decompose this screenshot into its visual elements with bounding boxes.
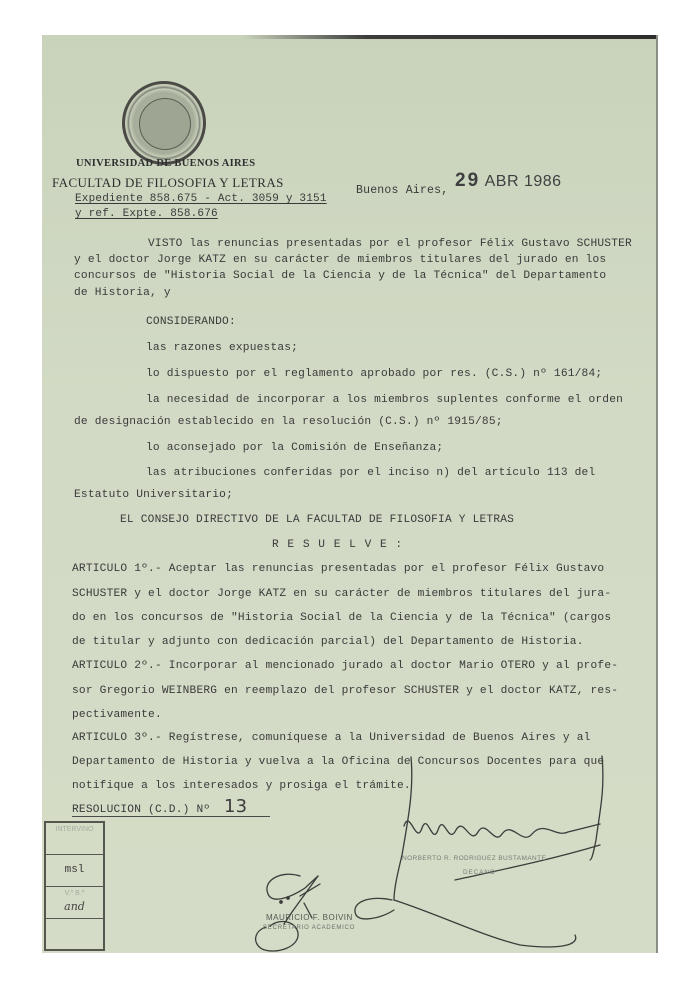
file-reference-line2: y ref. Expte. 858.676 xyxy=(75,208,218,220)
preamble-line: de Historia, y xyxy=(74,287,171,299)
article-3-line: Departamento de Historia y vuelva a la Oficina de Concursos Docentes para que xyxy=(72,756,605,768)
resolution-number-handwritten: 13 xyxy=(224,796,248,817)
preamble-line: y el doctor Jorge KATZ en su carácter de miembros titulares del jurado en los xyxy=(74,254,607,266)
control-label: V.º B.º xyxy=(64,890,85,897)
considerando-heading: CONSIDERANDO: xyxy=(146,316,236,328)
control-initials-handwritten: and xyxy=(64,900,85,913)
date-day: 29 xyxy=(455,170,481,191)
considerando-line: Estatuto Universitario; xyxy=(74,489,234,501)
considerando-line: las razones expuestas; xyxy=(146,342,299,354)
article-1-line: do en los concursos de "Historia Social de la Ciencia y de la Técnica" (cargos xyxy=(72,612,612,624)
date-month-year: ABR 1986 xyxy=(484,173,562,190)
considerando-line: lo dispuesto por el reglamento aprobado por res. (C.S.) nº 161/84; xyxy=(146,368,603,380)
resuelve-heading: R E S U E L V E : xyxy=(272,539,404,551)
faculty-name: FACULTAD DE FILOSOFIA Y LETRAS xyxy=(52,175,284,190)
dean-title-stamp: DECANO xyxy=(463,869,496,876)
secretary-name-stamp: MAURICIO F. BOIVIN xyxy=(266,913,353,922)
article-1-line: ARTICULO 1º.- Aceptar las renuncias presentadas por el profesor Félix Gustavo xyxy=(72,563,605,575)
preamble-line: concursos de "Historia Social de la Ciencia y de la Técnica" del Departamento xyxy=(74,270,607,282)
article-3-line: ARTICULO 3º.- Regístrese, comuníquese a la Universidad de Buenos Aires y al xyxy=(72,732,591,744)
article-2-line: ARTICULO 2º.- Incorporar al mencionado jurado al doctor Mario OTERO y al profe- xyxy=(72,660,619,672)
control-value: msl xyxy=(64,864,85,876)
article-1-line: SCHUSTER y el doctor Jorge KATZ en su carácter de miembros titulares del jura- xyxy=(72,588,612,600)
control-label: INTERVINO xyxy=(55,826,94,833)
file-reference-line1: Expediente 858.675 - Act. 3059 y 3151 xyxy=(75,193,327,205)
article-2-line: pectivamente. xyxy=(72,709,162,721)
considerando-line: de designación establecido en la resolución (C.S.) nº 1915/85; xyxy=(74,416,503,428)
article-3-line: notifique a los interesados y prosiga el trámite. xyxy=(72,780,411,792)
council-heading: EL CONSEJO DIRECTIVO DE LA FACULTAD DE FILOSOFIA Y LETRAS xyxy=(120,514,515,526)
article-2-line: sor Gregorio WEINBERG en reemplazo del profesor SCHUSTER y el doctor KATZ, res- xyxy=(72,685,619,697)
article-1-line: de titular y adjunto con dedicación parcial) del Departamento de Historia. xyxy=(72,636,584,648)
considerando-line: lo aconsejado por la Comisión de Enseñanza; xyxy=(146,442,444,454)
dean-name-stamp: NORBERTO R. RODRIGUEZ BUSTAMANTE xyxy=(402,855,547,862)
university-name: UNIVERSIDAD DE BUENOS AIRES xyxy=(76,158,256,169)
date-place: Buenos Aires, xyxy=(356,184,449,197)
considerando-line: la necesidad de incorporar a los miembros suplentes conforme el orden xyxy=(146,394,624,406)
preamble-line: VISTO las renuncias presentadas por el profesor Félix Gustavo SCHUSTER xyxy=(148,238,632,250)
considerando-line: las atribuciones conferidas por el inciso n) del artículo 113 del xyxy=(146,467,596,479)
secretary-title-stamp: SECRETARIO ACADEMICO xyxy=(263,925,356,931)
resolution-label: RESOLUCION (C.D.) Nº xyxy=(72,804,211,816)
